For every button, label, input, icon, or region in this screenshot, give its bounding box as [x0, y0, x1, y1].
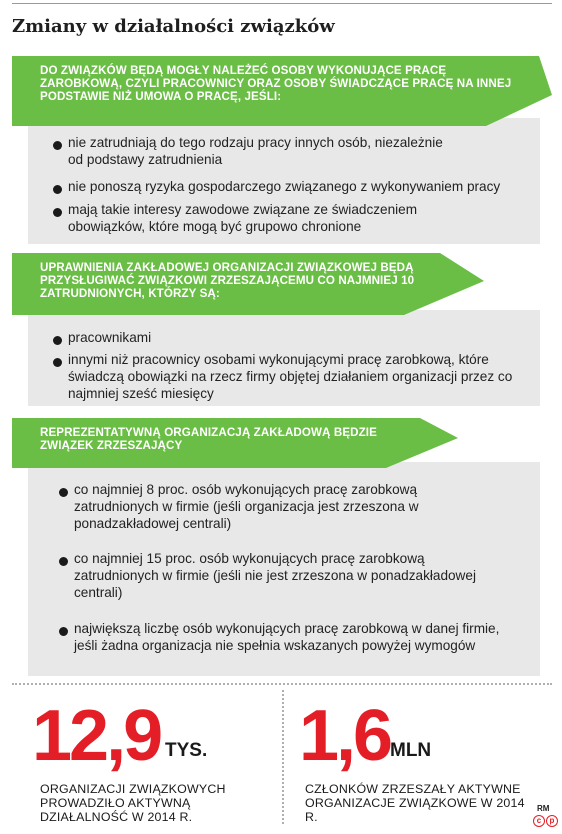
- c-p-icon: c: [533, 815, 545, 827]
- stat-1-description: ORGANIZACJI ZWIĄZKOWYCH PROWADZIŁO AKTYWNĄ DZIAŁALNOŚĆ W 2014 R.: [40, 782, 226, 824]
- list-item: nie ponoszą ryzyka gospodarczego związanego z wykonywaniem pracy: [68, 179, 501, 194]
- list-item: największą liczbę osób wykonujących pracę zarobkową w danej firmie, jeśli żadna organizacja nie spełnia wskazanych powyżej wymogów: [74, 621, 500, 653]
- section-2-banner: [12, 253, 552, 315]
- list-item: mają takie interesy zawodowe związane ze świadczeniem obowiązków, które mogą być grupowo chronione: [68, 202, 418, 234]
- bullet-dot: [53, 185, 62, 194]
- list-item: nie zatrudniają do tego rodzaju pracy innych osób, niezależnie od podstawy zatrudnienia: [68, 135, 443, 167]
- bullet-dot: [59, 557, 68, 566]
- section-3-banner: [12, 418, 552, 468]
- bullet-dot: [59, 627, 68, 636]
- list-item: pracownikami: [68, 330, 152, 345]
- top-rule: [12, 3, 552, 4]
- stat-2-description: CZŁONKÓW ZRZESZAŁY AKTYWNE ORGANIZACJE ZWIĄZKOWE W 2014 R.: [305, 782, 525, 824]
- bullet-dot: [53, 358, 62, 367]
- list-item: co najmniej 15 proc. osób wykonujących pracę zarobkową zatrudnionych w firmie (jeśli nie jest zrzeszona w ponadzakładowej centrali): [74, 551, 476, 600]
- stats-vertical-divider: [282, 690, 284, 824]
- bullet-dot: [53, 208, 62, 217]
- infographic-title: Zmiany w działalności związków: [12, 16, 335, 37]
- stat-2-unit: MLN: [390, 740, 432, 761]
- stats-divider: [12, 683, 552, 685]
- list-item: innymi niż pracownicy osobami wykonującymi pracę zarobkową, które świadczą obowiązki na rzecz firmy objętej działaniem organizacji przez co najmniej sześć miesięcy: [68, 352, 513, 401]
- bullet-dot: [59, 488, 68, 497]
- section-2-heading: UPRAWNIENIA ZAKŁADOWEJ ORGANIZACJI ZWIĄZKOWEJ BĘDĄ PRZYSŁUGIWAĆ ZWIĄZKOWI ZRZESZAJĄCEMU CO NAJMNIEJ 10 ZATRUDNIONYCH, KTÓRZY SĄ:: [40, 261, 415, 300]
- section-3-heading: REPREZENTATYWNĄ ORGANIZACJĄ ZAKŁADOWĄ BĘDZIE ZWIĄZEK ZRZESZAJĄCY: [40, 426, 377, 452]
- stat-1-unit: TYS.: [165, 740, 208, 761]
- bullet-dot: [53, 336, 62, 345]
- bullet-dot: [53, 141, 62, 150]
- list-item: co najmniej 8 proc. osób wykonujących pracę zarobkową zatrudnionych w firmie (jeśli organizacja jest zrzeszona w ponadzakładowej centrali): [74, 482, 419, 531]
- stat-1-value: 12,9: [32, 696, 161, 776]
- section-1-heading: DO ZWIĄZKÓW BĘDĄ MOGŁY NALEŻEĆ OSOBY WYKONUJĄCE PRACĘ ZAROBKOWĄ, CZYLI PRACOWNICY ORAZ OSOBY ŚWIADCZĄCE PRACĘ NA INNEJ PODSTAWIE NIŻ UMOWA O PRACĘ, JEŚLI:: [40, 64, 512, 103]
- author-credit: RM: [537, 804, 550, 813]
- stat-2-value: 1,6: [299, 696, 391, 776]
- c-p-icon: p: [546, 815, 558, 827]
- section-1-banner: [12, 56, 552, 126]
